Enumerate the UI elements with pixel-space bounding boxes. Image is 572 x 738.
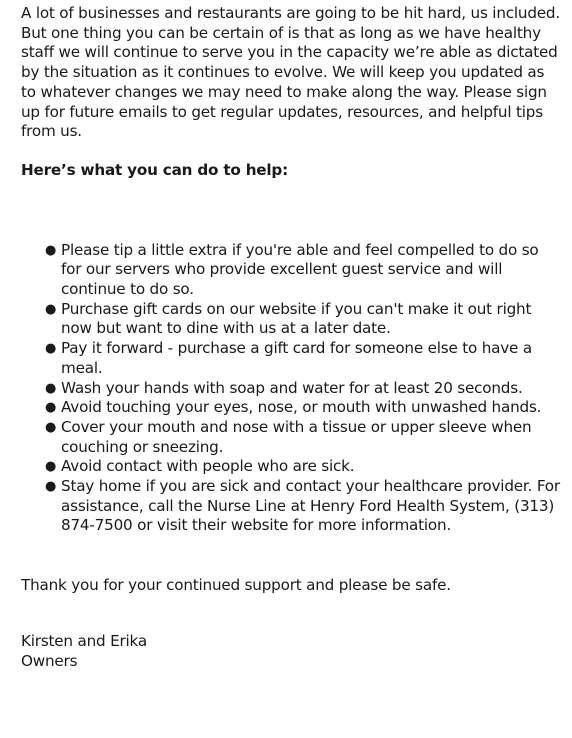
help-heading: Here’s what you can do to help: [21,160,288,179]
bullet-icon: ● [45,400,57,416]
bullet-icon: ● [45,459,57,475]
bullet-icon: ● [45,419,57,435]
list-item: ● Wash your hands with soap and water for at least 20 seconds. [45,378,523,397]
bullet-icon: ● [45,301,57,317]
signature-title: Owners [21,651,78,670]
bullet-icon: ● [45,242,57,258]
thanks-paragraph: Thank you for your continued support and please be safe. [21,576,451,595]
list-item: ● Avoid contact with people who are sick. [45,457,355,476]
list-item: ● Cover your mouth and nose with a tissue or upper sleeve when couching or sneezing. [45,417,532,456]
signature-block [21,632,561,671]
list-item: ● Stay home if you are sick and contact your healthcare provider. For assistance, call the Nurse Line at Henry Ford Health System, (313) 874-7500 or visit their website for more information. [45,477,560,535]
intro-paragraph: A lot of businesses and restaurants are going to be hit hard, us included. But one thing you can be certain of is that as long as we have healthy staff we will continue to serve you in the capacity we’re able as dictated by the situation as it continues to evolve. We will keep you updated as to whatever changes we may need to make along the way. Please sign up for future emails to get regular updates, resources, and helpful tips from us. [21,4,560,141]
list-item: ● Purchase gift cards on our website if you can't make it out right now but want to dine with us at a later date. [45,299,532,338]
bullet-icon: ● [45,479,57,495]
bullet-icon: ● [45,380,57,396]
email-body [21,4,561,671]
signature-names: Kirsten and Erika [21,631,147,650]
tips-list [21,241,561,537]
list-item: ● Please tip a little extra if you're able and feel compelled to do so for our servers who provide excellent guest service and will continue to do so. [45,240,539,299]
list-item: ● Avoid touching your eyes, nose, or mouth with unwashed hands. [45,398,542,417]
bullet-icon: ● [45,341,57,357]
list-item: ● Pay it forward - purchase a gift card for someone else to have a meal. [45,339,532,377]
